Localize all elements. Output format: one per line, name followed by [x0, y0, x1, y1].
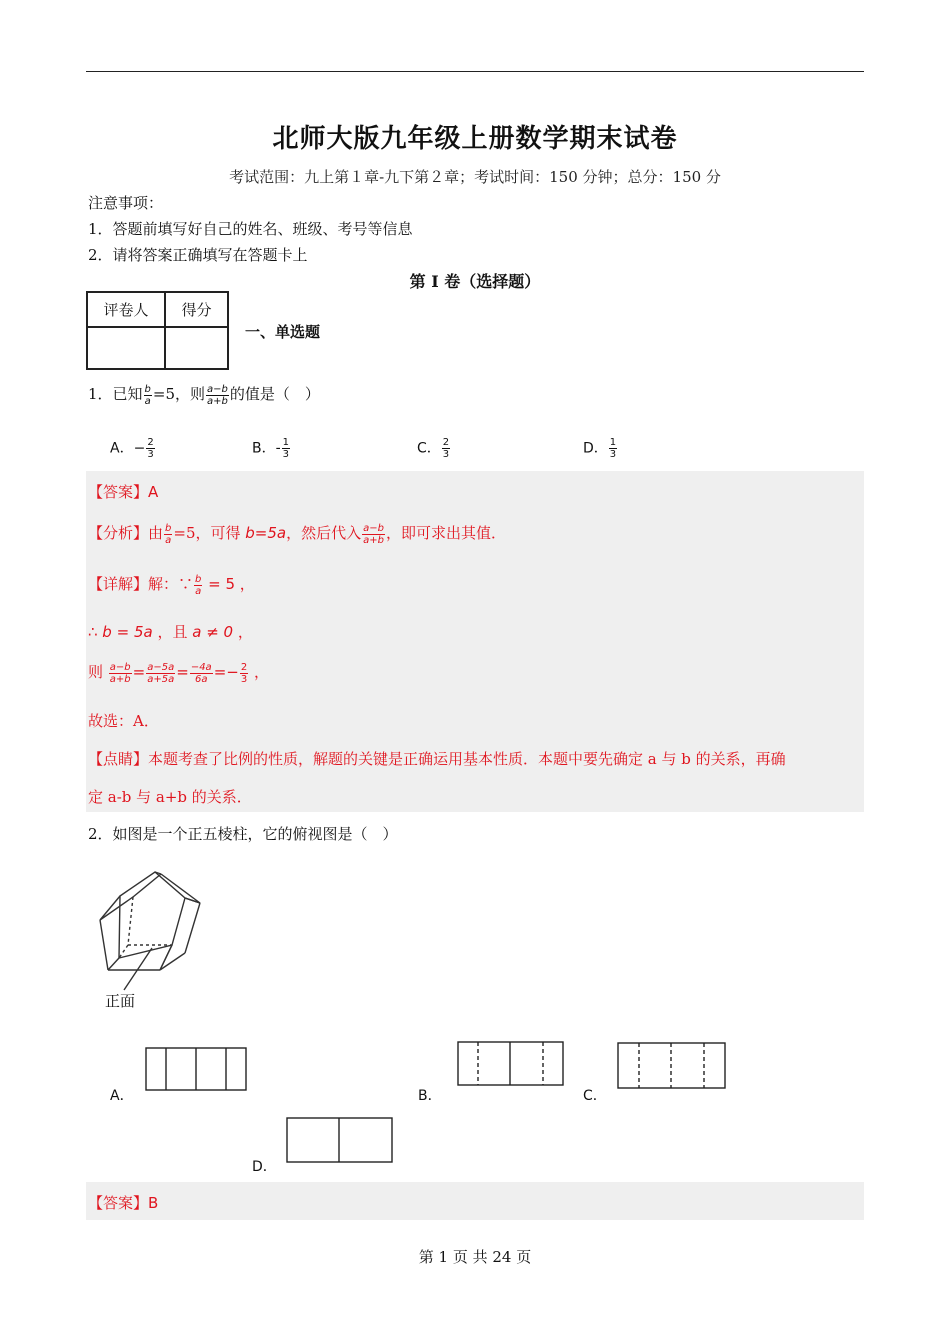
- notes-heading: 注意事项：: [88, 194, 164, 212]
- analysis-text: ，即可求出其值．: [385, 524, 506, 542]
- frac-den: a+b: [109, 673, 131, 685]
- q1-conclusion: 故选：A．: [88, 712, 159, 730]
- option-label: B．: [252, 440, 276, 457]
- analysis-tag: 【分析】: [88, 524, 149, 542]
- question-2-stem: 2．如图是一个正五棱柱，它的俯视图是（ ）: [88, 825, 398, 843]
- q1-stem-condition: =5，则: [152, 385, 206, 403]
- frac-num: 2: [442, 437, 450, 448]
- frac-num: 2: [147, 437, 154, 448]
- option-sign: -: [275, 440, 281, 457]
- frac-den: 3: [240, 673, 248, 685]
- answer-tag: 【答案】: [88, 1194, 149, 1212]
- q1-stem-prefix: 1．已知: [88, 385, 143, 403]
- frac-num: b: [195, 573, 202, 585]
- frac-num: a−b: [363, 522, 384, 534]
- detail-text: 则: [88, 663, 104, 681]
- option-a-figure: [146, 1048, 246, 1090]
- frac-den: 3: [442, 449, 450, 460]
- frac-den: a+b: [207, 395, 228, 407]
- answer-tag: 【答案】: [88, 483, 149, 501]
- equals-negative: =−: [213, 663, 239, 681]
- q2-solution-panel: [86, 1182, 864, 1220]
- option-label: A．: [110, 440, 134, 457]
- q1-stem-suffix: 的值是（ ）: [229, 385, 320, 403]
- option-label: C．: [417, 440, 441, 457]
- frac-den: a+5a: [147, 673, 175, 685]
- answer-value: A: [148, 483, 159, 501]
- frac-num: a−b: [207, 383, 228, 395]
- frac-num: a−b: [109, 661, 131, 673]
- comment-tag: 【点睛】: [88, 750, 149, 768]
- answer-value: B: [148, 1194, 159, 1212]
- detail-math: ∴ b = 5a: [88, 623, 153, 641]
- detail-tag: 【详解】: [88, 575, 149, 593]
- q2-option-b[interactable]: B．: [418, 1088, 442, 1104]
- frac-num: 1: [282, 437, 290, 448]
- analysis-math: b=5a: [245, 524, 287, 542]
- frac-num: a−5a: [147, 661, 175, 673]
- option-b-figure: [458, 1042, 563, 1085]
- detail-text: ，: [249, 663, 269, 681]
- front-view-label: 正面: [105, 992, 136, 1010]
- frac-den: 3: [609, 449, 617, 460]
- frac-den: a: [165, 534, 172, 546]
- frac-den: 3: [282, 449, 290, 460]
- part-title: 一、单选题: [245, 323, 321, 341]
- detail-text: ，: [233, 623, 253, 641]
- frac-den: 3: [147, 449, 154, 460]
- q2-answer: [88, 1192, 158, 1213]
- grader-header: 评卷人: [87, 292, 165, 327]
- page-title: 北师大版九年级上册数学期末试卷: [272, 124, 678, 154]
- q1-comment-line-2: 定 a-b 与 a+b 的关系．: [88, 788, 252, 806]
- frac-num: b: [144, 383, 151, 395]
- equals-sign: =: [132, 663, 146, 681]
- note-1: 1．答题前填写好自己的姓名、班级、考号等信息: [88, 220, 413, 238]
- analysis-text: ，然后代入: [286, 524, 362, 542]
- frac-num: 2: [240, 661, 248, 673]
- note-2: 2．请将答案正确填写在答题卡上: [88, 246, 308, 264]
- option-sign: −: [133, 440, 146, 457]
- detail-equation: = 5 ，: [203, 575, 255, 593]
- frac-num: 1: [609, 437, 617, 448]
- analysis-text: 由: [148, 524, 164, 542]
- q2-option-c[interactable]: C．: [583, 1088, 607, 1104]
- exam-info: 考试范围：九上第１章-九下第２章；考试时间：150 分钟；总分：150 分: [229, 168, 721, 186]
- frac-num: b: [165, 522, 172, 534]
- q2-option-a[interactable]: A．: [110, 1088, 134, 1104]
- option-d-figure: [287, 1118, 392, 1162]
- option-label: D．: [583, 440, 608, 457]
- detail-text: ，且: [152, 623, 193, 641]
- detail-math: a ≠ 0: [192, 623, 234, 641]
- comment-text: 本题考查了比例的性质，解题的关键是正确运用基本性质．本题中要先确定 a 与 b 的关系，再确: [148, 750, 786, 768]
- equals-sign: =: [176, 663, 189, 681]
- frac-den: 6a: [195, 673, 208, 685]
- frac-den: a: [195, 585, 202, 597]
- q2-option-d[interactable]: D．: [252, 1159, 277, 1175]
- section-heading: 第 I 卷（选择题）: [409, 272, 541, 291]
- frac-den: a+b: [363, 534, 384, 546]
- option-c-figure: [618, 1043, 725, 1088]
- frac-den: a: [144, 395, 151, 407]
- analysis-text: =5，可得: [173, 524, 246, 542]
- frac-num: −4a: [190, 661, 212, 673]
- detail-text: 解：∵: [148, 575, 194, 593]
- page-footer: 第 1 页 共 24 页: [418, 1248, 532, 1266]
- score-header: 得分: [165, 292, 228, 327]
